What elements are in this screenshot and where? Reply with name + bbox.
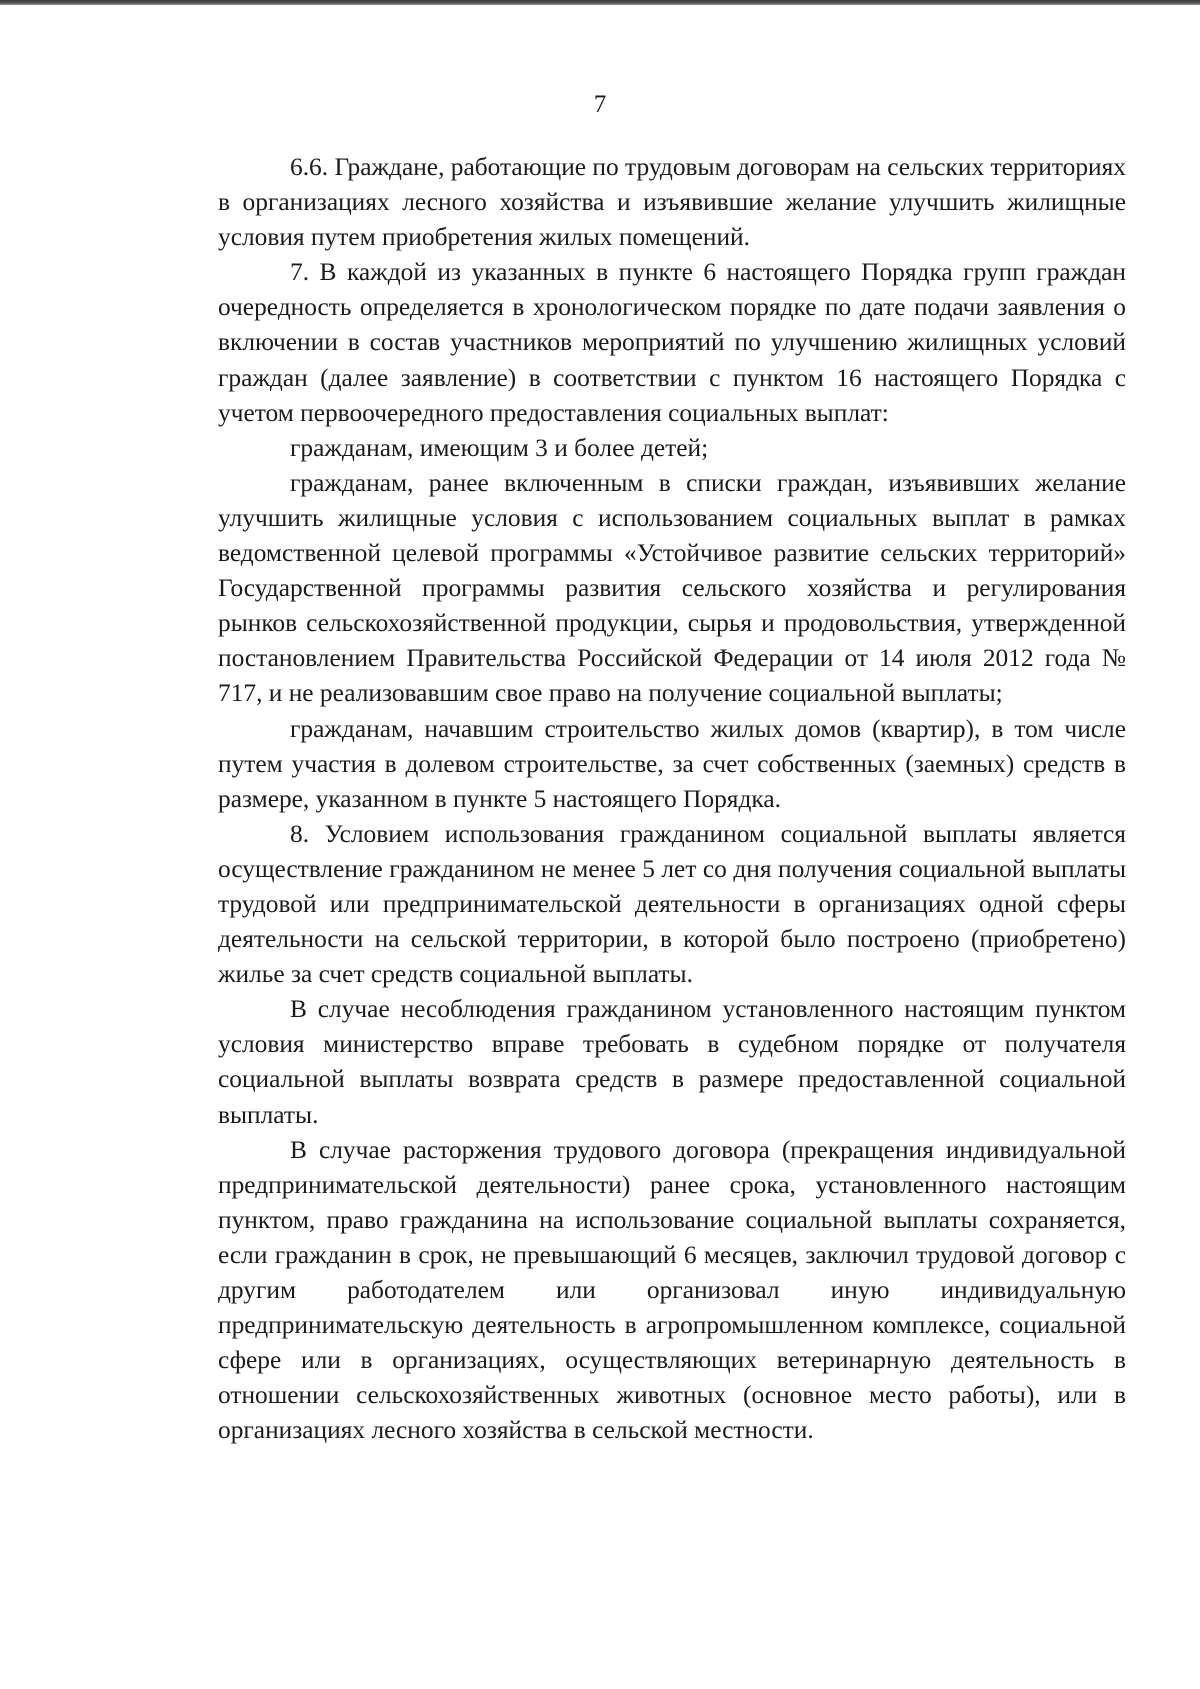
- page-number: 7: [593, 91, 607, 118]
- paragraph-contract-termination: В случае расторжения трудового договора (прекращения индивидуальной предпринимательской деятельности) ранее срока, установленного настоящим пунктом, право гражданина на использование социальной выплаты сохраняется, если гражданин в срок, не превышающий 6 месяцев, заключил трудовой договор с другим работодателем или организовал иную индивидуальную предпринимательскую деятельность в агропромышленном комплексе, социальной сфере или в организациях, осуществляющих ветеринарную деятельность в отношении сельскохозяйственных животных (основное место работы), или в организациях лесного хозяйства в сельской местности.: [218, 1135, 1126, 1445]
- document-body: [218, 150, 1126, 1448]
- paragraph-8: 8. Условием использования гражданином социальной выплаты является осуществление гражданином не менее 5 лет со дня получения социальной выплаты трудовой или предпринимательской деятельности в организациях одной сферы деятельности на сельской территории, в которой было построено (приобретено) жилье за счет средств социальной выплаты.: [218, 819, 1126, 989]
- paragraph-started-construction: гражданам, начавшим строительство жилых домов (квартир), в том числе путем участия в долевом строительстве, за счет собственных (заемных) средств в размере, указанном в пункте 5 настоящего Порядка.: [218, 714, 1126, 813]
- paragraph-7: 7. В каждой из указанных в пункте 6 настоящего Порядка групп граждан очередность определяется в хронологическом порядке по дате подачи заявления о включении в состав участников мероприятий по улучшению жилищных условий граждан (далее заявление) в соответствии с пунктом 16 настоящего Порядка с учетом первоочередного предоставления социальных выплат:: [218, 258, 1126, 427]
- scan-top-edge: [0, 0, 1200, 5]
- paragraph-large-families: гражданам, имеющим 3 и более детей;: [290, 433, 709, 462]
- paragraph-previous-program: гражданам, ранее включенным в списки граждан, изъявивших желание улучшить жилищные условия с использованием социальных выплат в рамках ведомственной целевой программы «Устойчивое развитие сельских территорий» Государственной программы развития сельского хозяйства и регулирования рынков сельскохозяйственной продукции, сырья и продовольствия, утвержденной постановлением Правительства Российской Федерации от 14 июля 2012 года № 717, и не реализовавшим свое право на получение социальной выплаты;: [218, 468, 1126, 708]
- paragraph-noncompliance: В случае несоблюдения гражданином установленного настоящим пунктом условия министерство вправе требовать в судебном порядке от получателя социальной выплаты возврата средств в размере предоставленной социальной выплаты.: [218, 995, 1126, 1129]
- paragraph-6-6: 6.6. Граждане, работающие по трудовым договорам на сельских территориях в организациях лесного хозяйства и изъявившие желание улучшить жилищные условия путем приобретения жилых помещений.: [218, 153, 1126, 252]
